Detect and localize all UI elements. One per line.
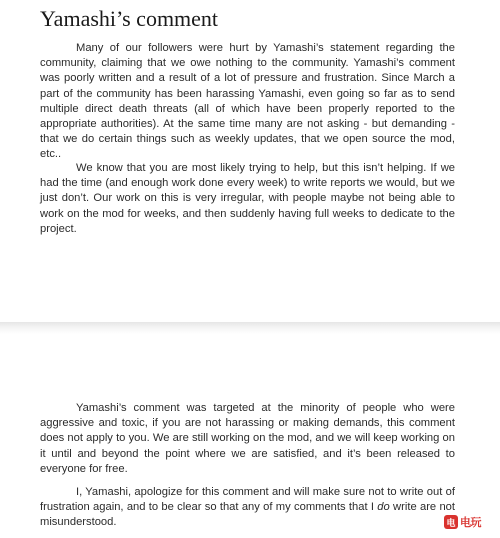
- paragraph-targeted: Yamashi’s comment was targeted at the minority of people who were aggressive and toxic, if you are not harassing or making demands, this comment does not apply to you. We are still working on the mod, and we will keep working on it until and beyond the point where we are satisfied, and it’s been released to everyone for free.: [40, 402, 455, 475]
- apology-text-end: write are not misunderstood.: [40, 501, 456, 529]
- page-separator: [0, 322, 500, 334]
- apology-emphasis: do: [377, 501, 390, 514]
- page-title: Yamashi’s comment: [40, 6, 219, 31]
- document-page-bottom: [0, 334, 500, 538]
- watermark-logo-icon: 电: [444, 515, 458, 529]
- paragraph-apology: [40, 485, 455, 531]
- watermark-text: 电玩: [460, 516, 481, 529]
- apology-text-start: I, Yamashi, apologize for this comment and will make sure not to write out of frustration again, and to be clear so that any of my comments that I: [40, 486, 455, 514]
- paragraph-help: We know that you are most likely trying to help, but this isn’t helping. If we had the time (and enough work done every week) to write reports we would, but we just don’t. Our work on this is very irregular, with people maybe not being able to work on the mod for weeks, and then suddenly having full weeks to dedicate to the project.: [40, 162, 455, 235]
- paragraph-statement: Many of our followers were hurt by Yamashi’s statement regarding the community, claiming that we owe nothing to the community. Yamashi’s comment was poorly written and a result of a lot of pressure and frustration. Since March a part of the community has been harassing Yamashi, even going so far as to send multiple direct death threats (all of which have been properly reported to the appropriate authorities). At the same time many are not asking - but demanding - that we do certain things such as weekly updates, that we open source the mod, etc..: [40, 42, 455, 161]
- site-watermark: [444, 510, 494, 534]
